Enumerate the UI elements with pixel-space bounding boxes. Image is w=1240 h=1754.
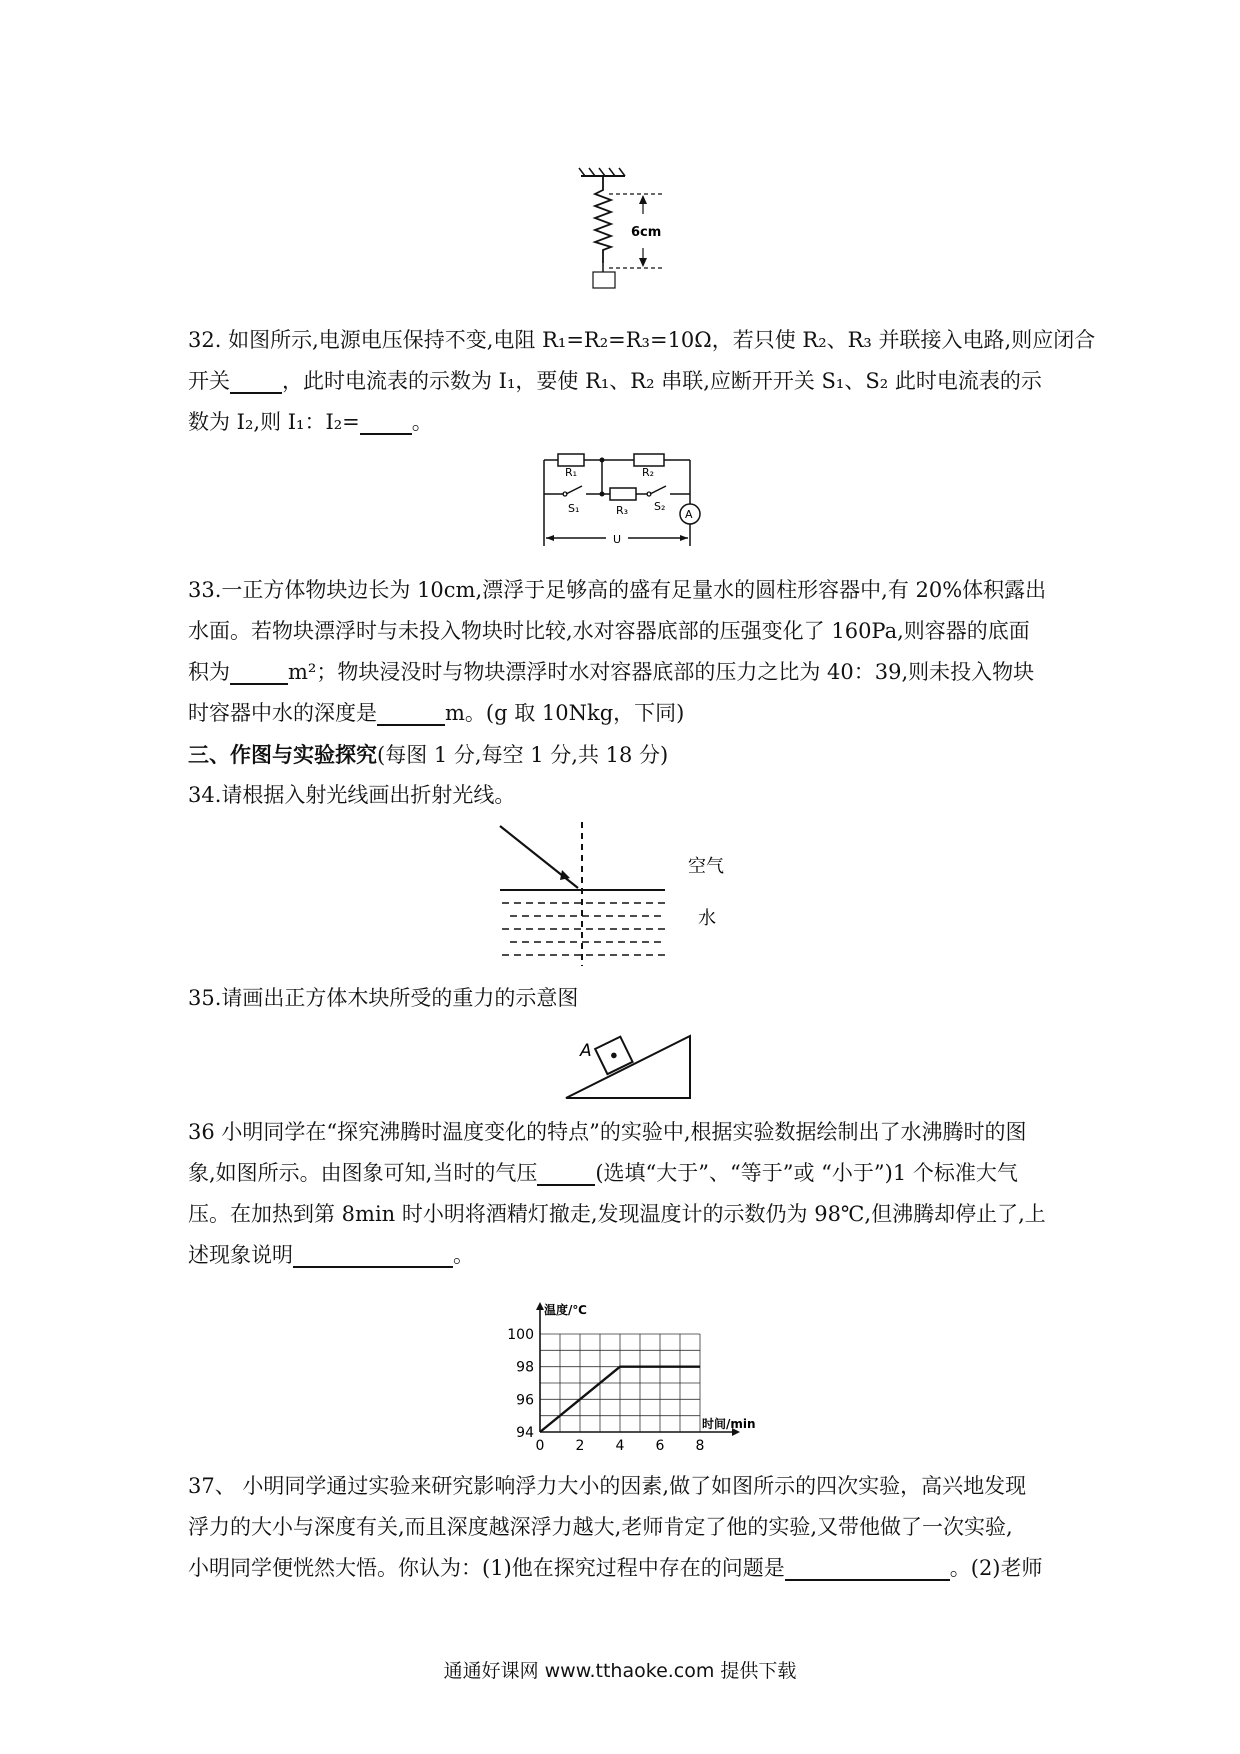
s1-label: S₁ <box>568 502 580 515</box>
q33-line1: 33.一正方体物块边长为 10cm,漂浮于足够高的盛有足量水的圆柱形容器中,有 20%体积露出 <box>188 578 1047 602</box>
spring-figure <box>575 168 695 300</box>
y-axis-arrow <box>536 1302 544 1310</box>
refraction-figure <box>480 818 724 970</box>
answer-blank-conclusion[interactable] <box>293 1240 453 1268</box>
y-tick-label: 96 <box>516 1392 534 1409</box>
q33-line2: 水面。若物块漂浮时与未投入物块时比较,水对容器底部的压强变化了 160Pa,则容器的底面 <box>188 619 1030 643</box>
section-3-note: (每图 1 分,每空 1 分,共 18 分) <box>377 743 669 767</box>
q33-line3: 积为 m²；物块浸没时与物块漂浮时水对容器底部的压力之比为 40：39,则未投入物块 <box>188 652 1058 693</box>
r3-label: R₃ <box>616 504 629 517</box>
spring-length-label: 6cm <box>631 225 662 240</box>
q32-line2: 开关 ，此时电流表的示数为 I₁，要使 R₁、R₂ 串联,应断开开关 S₁、S₂ 此时电流表的示 <box>188 361 1058 402</box>
q34-text: 34.请根据入射光线画出折射光线。 <box>188 783 516 807</box>
section-3-heading <box>188 734 1058 776</box>
q36-line4: 述现象说明 。 <box>188 1235 1058 1276</box>
answer-blank-current-ratio[interactable] <box>360 407 412 435</box>
x-tick-label: 2 <box>575 1438 585 1454</box>
boiling-temperature-chart <box>490 1300 756 1456</box>
x-tick-label: 0 <box>535 1438 545 1454</box>
x-tick-label: 8 <box>695 1438 705 1454</box>
x-axis-label: 时间/min <box>702 1417 756 1431</box>
answer-blank-depth[interactable] <box>377 698 445 726</box>
water-label: 水 <box>698 908 716 929</box>
ammeter-label: A <box>685 508 693 521</box>
y-tick-label: 94 <box>516 1425 534 1441</box>
question-37 <box>188 1466 1058 1589</box>
q37-line1: 37、 小明同学通过实验来研究影响浮力大小的因素,做了如图所示的四次实验，高兴地发现 <box>188 1474 1027 1498</box>
section-3-title: 三、作图与实验探究 <box>188 742 377 767</box>
y-tick-label: 100 <box>507 1327 534 1343</box>
voltage-label: U <box>613 533 622 546</box>
x-tick-label: 4 <box>615 1438 625 1454</box>
question-32 <box>188 320 1096 443</box>
q36-line2: 象,如图所示。由图象可知,当时的气压 (选填“大于”、“等于”或 “小于”)1 个标准大气 <box>188 1153 1058 1194</box>
q37-line3: 小明同学便恍然大悟。你认为：(1)他在探究过程中存在的问题是 。(2)老师 <box>188 1548 1058 1589</box>
q35-text: 35.请画出正方体木块所受的重力的示意图 <box>188 986 579 1010</box>
s2-label: S₂ <box>654 500 666 513</box>
answer-blank-pressure[interactable] <box>537 1158 595 1186</box>
answer-blank-problem[interactable] <box>785 1553 950 1581</box>
answer-blank-area[interactable] <box>230 657 288 685</box>
question-36 <box>188 1112 1058 1276</box>
block-a-label: A <box>580 1041 592 1061</box>
q32-line3: 数为 I₂,则 I₁：I₂= 。 <box>188 402 1058 443</box>
question-34 <box>188 775 1058 816</box>
y-axis-label: 温度/℃ <box>544 1303 587 1317</box>
r2-label: R₂ <box>642 466 655 479</box>
circuit-diagram <box>530 446 710 558</box>
q33-line4: 时容器中水的深度是 m。(g 取 10Nkg，下同) <box>188 693 1058 734</box>
question-35 <box>188 978 1058 1019</box>
q36-line1: 36 小明同学在“探究沸腾时温度变化的特点”的实验中,根据实验数据绘制出了水沸腾时的图 <box>188 1120 1027 1144</box>
y-tick-label: 98 <box>516 1359 534 1376</box>
question-33 <box>188 570 1058 734</box>
air-label: 空气 <box>688 856 724 877</box>
page-footer: 通通好课网 www.tthaoke.com 提供下载 <box>443 1660 797 1682</box>
r1-label: R₁ <box>565 466 578 479</box>
incline-figure <box>560 1022 700 1102</box>
x-tick-label: 6 <box>655 1438 665 1454</box>
q36-line3: 压。在加热到第 8min 时小明将酒精灯撤走,发现温度计的示数仍为 98℃,但沸腾却停止了,上 <box>188 1202 1046 1226</box>
answer-blank-switch[interactable] <box>230 366 282 394</box>
q32-line1: 32. 如图所示,电源电压保持不变,电阻 R₁=R₂=R₃=10Ω，若只使 R₂、R₃ 并联接入电路,则应闭合 <box>188 328 1096 352</box>
q37-line2: 浮力的大小与深度有关,而且深度越深浮力越大,老师肯定了他的实验,又带他做了一次实验, <box>188 1515 1013 1539</box>
